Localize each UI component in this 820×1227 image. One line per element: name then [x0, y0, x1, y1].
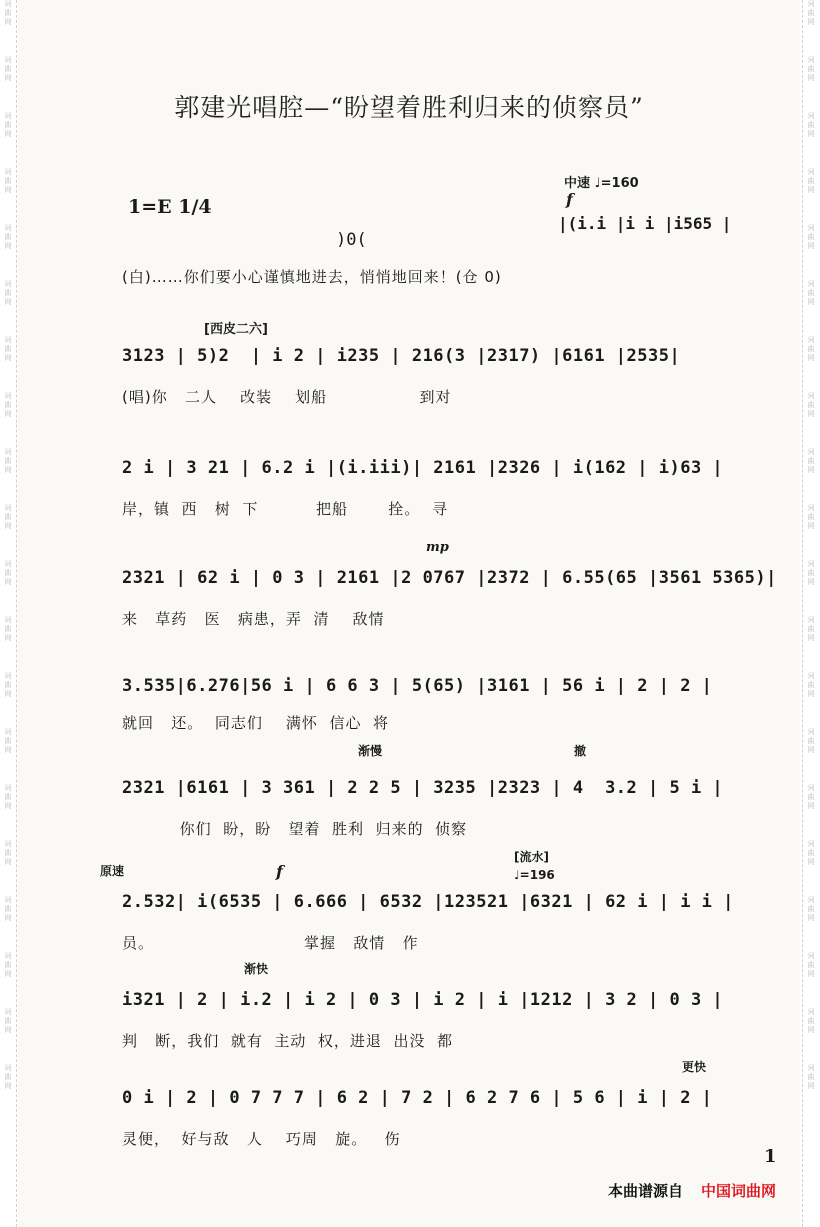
- source-site-link[interactable]: 中国词曲网: [701, 1182, 777, 1200]
- watermark-mark: 词 曲 网: [807, 392, 815, 418]
- notation-row: 2321 | 62 i | 0 3 | 2161 |2 0767 |2372 | 6.55(65 |3561 5365)|: [122, 568, 777, 588]
- tempo-che: 撤: [574, 744, 587, 758]
- score-title: 郭建光唱腔—“盼望着胜利归来的侦察员”: [174, 93, 644, 122]
- watermark-mark: 词 曲 网: [4, 0, 12, 26]
- intro-measures: |(i.i |i i |i565 |: [558, 214, 732, 233]
- watermark-mark: 词 曲 网: [807, 616, 815, 642]
- notation-row: 3123 | 5)2 | i 2 | i235 | 216(3 |2317) |6161 |2535|: [122, 346, 681, 366]
- watermark-mark: 词 曲 网: [807, 224, 815, 250]
- watermark-mark: 词 曲 网: [807, 728, 815, 754]
- watermark-mark: 词 曲 网: [4, 336, 12, 362]
- notation-row: 0 i | 2 | 0 7 7 7 | 6 2 | 7 2 | 6 2 7 6 | 5 6 | i | 2 |: [122, 1088, 713, 1108]
- watermark-mark: 词 曲 网: [807, 672, 815, 698]
- watermark-mark: 词 曲 网: [4, 504, 12, 530]
- watermark-strip-left: [0, 0, 17, 1227]
- watermark-mark: 词 曲 网: [4, 896, 12, 922]
- dynamic-forte-2: f: [276, 862, 283, 881]
- watermark-mark: 词 曲 网: [807, 1064, 815, 1090]
- watermark-mark: 词 曲 网: [807, 168, 815, 194]
- watermark-mark: 词 曲 网: [4, 280, 12, 306]
- tempo-liushui: ♩=196: [514, 868, 555, 882]
- lyrics-row: 你们 盼，盼 望着 胜利 归来的 侦察: [122, 820, 468, 838]
- watermark-mark: 词 曲 网: [807, 1008, 815, 1034]
- notation-row: 2 i | 3 21 | 6.2 i |(i.iii)| 2161 |2326 | i(162 | i)63 |: [122, 458, 724, 478]
- watermark-mark: 词 曲 网: [4, 448, 12, 474]
- watermark-mark: 词 曲 网: [4, 224, 12, 250]
- source-credit: [608, 1180, 776, 1201]
- section-label-xipi: [西皮二六]: [204, 322, 268, 337]
- watermark-mark: 词 曲 网: [807, 0, 815, 26]
- watermark-mark: 词 曲 网: [807, 448, 815, 474]
- dynamic-forte: f: [566, 190, 573, 209]
- watermark-mark: 词 曲 网: [807, 504, 815, 530]
- intro-rest: )0(: [336, 230, 367, 250]
- watermark-mark: 词 曲 网: [4, 840, 12, 866]
- lyrics-row: 岸，镇 西 树 下 把船 拴。 寻: [122, 500, 448, 518]
- tempo-yuansu: 原速: [100, 864, 125, 878]
- score-page: [18, 0, 800, 1227]
- watermark-mark: 词 曲 网: [4, 1008, 12, 1034]
- watermark-mark: 词 曲 网: [807, 784, 815, 810]
- lyrics-row: (唱)你 二人 改装 划船 到对: [122, 388, 452, 406]
- dynamic-mp: mp: [426, 540, 449, 555]
- notation-row: 2.532| i(6535 | 6.666 | 6532 |123521 |6321 | 62 i | i i |: [122, 892, 734, 912]
- watermark-mark: 词 曲 网: [4, 112, 12, 138]
- notation-row: 2321 |6161 | 3 361 | 2 2 5 | 3235 |2323 | 4 3.2 | 5 i |: [122, 778, 724, 798]
- watermark-mark: 词 曲 网: [4, 560, 12, 586]
- key-signature: 1=E 1/4: [128, 196, 212, 218]
- watermark-strip-right: [802, 0, 819, 1227]
- watermark-mark: 词 曲 网: [4, 1064, 12, 1090]
- tempo-jianman: 渐慢: [358, 744, 383, 758]
- tempo-jiankuai: 渐快: [244, 962, 269, 976]
- tempo-marking: 中速 ♩=160: [564, 176, 639, 191]
- notation-row: i321 | 2 | i.2 | i 2 | 0 3 | i 2 | i |1212 | 3 2 | 0 3 |: [122, 990, 724, 1010]
- watermark-mark: 词 曲 网: [807, 336, 815, 362]
- notation-row: 3.535|6.276|56 i | 6 6 3 | 5(65) |3161 | 56 i | 2 | 2 |: [122, 676, 713, 696]
- watermark-mark: 词 曲 网: [807, 56, 815, 82]
- watermark-mark: 词 曲 网: [4, 672, 12, 698]
- watermark-mark: 词 曲 网: [807, 112, 815, 138]
- watermark-mark: 词 曲 网: [807, 896, 815, 922]
- spoken-dialogue: (白)……你们要小心谨慎地进去，悄悄地回来！(仓 0): [122, 268, 502, 286]
- watermark-mark: 词 曲 网: [807, 840, 815, 866]
- lyrics-row: 就回 还。 同志们 满怀 信心 将: [122, 714, 389, 732]
- tempo-gengkuai: 更快: [682, 1060, 707, 1074]
- watermark-mark: 词 曲 网: [4, 784, 12, 810]
- lyrics-row: 来 草药 医 病患，弄 清 敌情: [122, 610, 385, 628]
- watermark-mark: 词 曲 网: [807, 560, 815, 586]
- watermark-mark: 词 曲 网: [4, 728, 12, 754]
- watermark-mark: 词 曲 网: [4, 392, 12, 418]
- watermark-mark: 词 曲 网: [807, 280, 815, 306]
- section-label-liushui: [流水]: [514, 850, 549, 864]
- page-number: 1: [764, 1146, 777, 1167]
- lyrics-row: 员。 掌握 敌情 作: [122, 934, 419, 952]
- watermark-mark: 词 曲 网: [807, 952, 815, 978]
- lyrics-row: 判 断，我们 就有 主动 权，进退 出没 都: [122, 1032, 453, 1050]
- watermark-mark: 词 曲 网: [4, 952, 12, 978]
- lyrics-row: 灵便， 好与敌 人 巧周 旋。 伤: [122, 1130, 401, 1148]
- watermark-mark: 词 曲 网: [4, 168, 12, 194]
- watermark-mark: 词 曲 网: [4, 56, 12, 82]
- watermark-mark: 词 曲 网: [4, 616, 12, 642]
- source-label: 本曲谱源自: [608, 1182, 684, 1200]
